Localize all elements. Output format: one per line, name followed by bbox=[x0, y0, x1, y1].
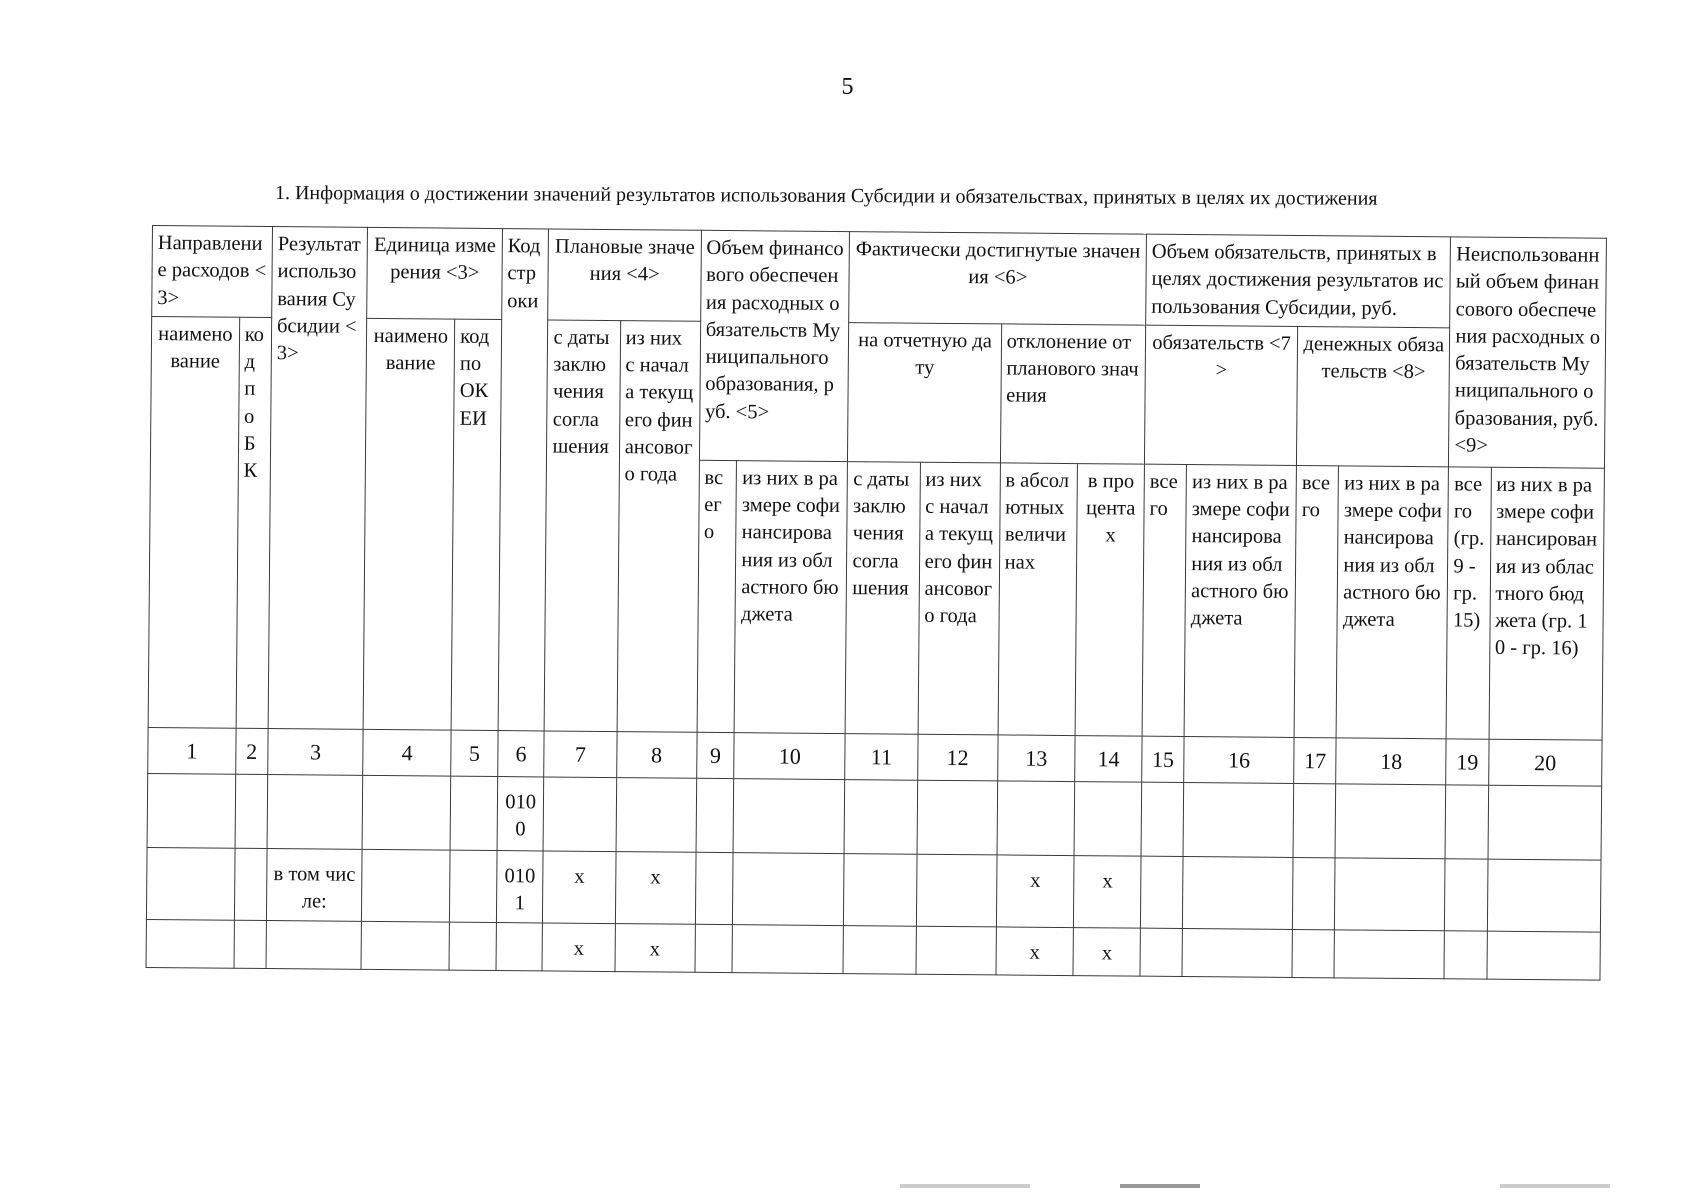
table-cell bbox=[1293, 857, 1336, 929]
column-number: 19 bbox=[1446, 739, 1489, 786]
header-actual-from-year: из них с начала текущего финансового года bbox=[918, 462, 1000, 735]
table-cell bbox=[732, 924, 843, 973]
header-unit: Единица измерения <3> bbox=[367, 227, 502, 319]
header-planned-from-date: с даты заключения соглашения bbox=[545, 320, 621, 732]
header-unused-total: всего (гр. 9 - гр. 15) bbox=[1446, 467, 1491, 739]
column-number: 20 bbox=[1488, 739, 1602, 786]
header-deviation-abs: в абсолютных величинах bbox=[998, 463, 1078, 736]
column-number: 18 bbox=[1336, 738, 1446, 785]
table-cell: 0101 bbox=[496, 851, 543, 923]
column-number: 15 bbox=[1142, 736, 1185, 783]
header-obligations-cofin: из них в размере софинансирования из областного бюджета bbox=[1184, 464, 1296, 737]
table-cell: x bbox=[542, 922, 615, 971]
header-volume-total: всего bbox=[697, 460, 737, 732]
header-monetary-total: всего bbox=[1294, 465, 1339, 737]
section-caption: 1. Информация о достижении значений результатов использования Субсидии и обязательствах, принятых в целях их достижения bbox=[274, 182, 1378, 210]
scan-artifact bbox=[1500, 1184, 1610, 1188]
table-cell bbox=[1140, 856, 1183, 928]
column-number: 10 bbox=[734, 732, 845, 779]
table-row bbox=[146, 847, 1601, 931]
header-planned: Плановые значения <4> bbox=[548, 229, 701, 321]
column-number: 13 bbox=[997, 735, 1075, 782]
results-table bbox=[146, 225, 1607, 980]
table-cell bbox=[1293, 783, 1336, 857]
header-volume-cofin: из них в размере софинансирования из областного бюджета bbox=[734, 460, 847, 733]
table-cell bbox=[544, 777, 617, 852]
table-cell bbox=[362, 849, 450, 921]
table-cell bbox=[844, 780, 917, 855]
table-cell bbox=[234, 920, 267, 968]
table-cell bbox=[146, 847, 234, 919]
column-number: 2 bbox=[235, 728, 268, 775]
table-cell bbox=[1074, 782, 1141, 857]
column-number: 9 bbox=[696, 732, 734, 779]
table-cell: x bbox=[615, 852, 696, 924]
table-cell: x bbox=[1074, 856, 1141, 928]
table-cell: x bbox=[615, 923, 695, 972]
header-actual-at-date: на отчетную дату bbox=[848, 322, 1001, 462]
header-row-2 bbox=[150, 316, 1605, 468]
table-cell bbox=[1292, 929, 1335, 977]
table-cell bbox=[1335, 858, 1446, 930]
table-cell bbox=[363, 775, 451, 850]
table-cell bbox=[1141, 782, 1184, 856]
header-monetary-cofin: из них в размере софинансирования из областного бюджета bbox=[1336, 466, 1448, 739]
table-cell bbox=[843, 925, 916, 974]
header-planned-from-year: из них с начала текущего финансового года bbox=[617, 320, 701, 732]
header-direction-name: наименование bbox=[148, 316, 239, 728]
table-cell bbox=[1183, 857, 1294, 929]
table-cell bbox=[916, 926, 996, 975]
column-number: 11 bbox=[845, 733, 918, 780]
table-cell: x bbox=[996, 926, 1074, 975]
column-number: 8 bbox=[616, 731, 696, 778]
header-unit-name: наименование bbox=[364, 318, 455, 730]
header-obligations-total: всего bbox=[1142, 464, 1187, 736]
header-row-1 bbox=[152, 226, 1607, 329]
table-cell bbox=[916, 854, 997, 926]
table-cell bbox=[696, 778, 734, 852]
table-cell: x bbox=[543, 851, 616, 923]
header-monetary: денежных обязательств <8> bbox=[1297, 326, 1450, 466]
table-cell bbox=[449, 922, 496, 970]
table-cell bbox=[733, 779, 845, 854]
table-cell bbox=[450, 850, 497, 922]
table-cell: 0100 bbox=[497, 777, 544, 851]
report-sheet bbox=[146, 225, 1607, 980]
table-cell bbox=[235, 774, 268, 848]
table-cell bbox=[1487, 931, 1601, 980]
table-cell bbox=[1334, 929, 1444, 978]
column-number: 4 bbox=[363, 729, 451, 776]
header-line-code: Код строки bbox=[498, 229, 549, 731]
column-number: 12 bbox=[917, 734, 997, 781]
table-row bbox=[147, 773, 1602, 860]
table-cell bbox=[695, 852, 733, 924]
table-cell bbox=[917, 780, 998, 855]
table-cell bbox=[1487, 859, 1601, 931]
table-cell bbox=[1445, 785, 1488, 859]
header-obligations: обязательств <7> bbox=[1144, 325, 1297, 465]
table-cell bbox=[733, 853, 845, 925]
scan-artifact bbox=[900, 1184, 1030, 1188]
header-deviation-pct: в процентах bbox=[1075, 463, 1144, 736]
table-cell bbox=[1445, 859, 1488, 931]
table-cell bbox=[616, 778, 697, 853]
header-volume: Объем финансового обеспечения расходных обязательств Муниципального образования, руб. <5> bbox=[699, 230, 850, 461]
table-cell: в том числе: bbox=[266, 849, 362, 921]
table-cell bbox=[1335, 784, 1446, 859]
table-cell bbox=[1444, 930, 1487, 978]
table-cell bbox=[1182, 928, 1292, 977]
table-cell bbox=[997, 781, 1075, 856]
column-number: 14 bbox=[1075, 735, 1142, 782]
table-cell bbox=[1140, 928, 1183, 976]
scan-artifact bbox=[1120, 1184, 1200, 1188]
column-number: 16 bbox=[1184, 736, 1294, 783]
table-cell bbox=[266, 920, 362, 969]
header-unused: Неиспользованный объем финансового обеспечения расходных обязательств Муниципального образования, руб. <9> bbox=[1449, 237, 1607, 468]
table-cell bbox=[234, 848, 267, 920]
column-number: 3 bbox=[268, 728, 364, 775]
header-actual-from-date: с даты заключения соглашения bbox=[846, 461, 921, 734]
table-cell bbox=[844, 854, 917, 926]
table-cell bbox=[1183, 783, 1294, 858]
table-cell bbox=[361, 921, 449, 970]
column-number: 17 bbox=[1294, 737, 1337, 784]
table-cell bbox=[695, 924, 733, 972]
column-number: 7 bbox=[544, 731, 617, 778]
table-cell: x bbox=[1073, 927, 1140, 976]
table-cell bbox=[146, 919, 234, 968]
table-cell: x bbox=[996, 855, 1074, 927]
header-unused-cofin: из них в размере софинансирования из областного бюджета (гр. 10 - гр. 16) bbox=[1489, 467, 1605, 740]
header-unit-okei: код по ОКЕИ bbox=[451, 319, 501, 730]
table-cell bbox=[267, 775, 363, 850]
header-direction: Направление расходов <3> bbox=[152, 226, 273, 318]
column-number: 5 bbox=[451, 730, 498, 777]
header-actual: Фактически достигнутые значения <6> bbox=[849, 232, 1146, 325]
header-commitments: Объем обязательств, принятых в целях достижения результатов использования Субсидии, руб. bbox=[1146, 234, 1451, 327]
table-cell bbox=[1488, 785, 1602, 860]
table-cell bbox=[496, 922, 543, 970]
header-direction-kbk: код по БК bbox=[236, 317, 272, 728]
column-number: 1 bbox=[148, 727, 236, 774]
table-cell bbox=[147, 773, 235, 848]
table-cell bbox=[450, 776, 497, 850]
column-number: 6 bbox=[498, 730, 545, 777]
header-deviation: отклонение от планового значения bbox=[1000, 324, 1146, 464]
header-result: Результат использования Субсидии <3> bbox=[268, 227, 368, 730]
page-number: 5 bbox=[841, 74, 854, 100]
